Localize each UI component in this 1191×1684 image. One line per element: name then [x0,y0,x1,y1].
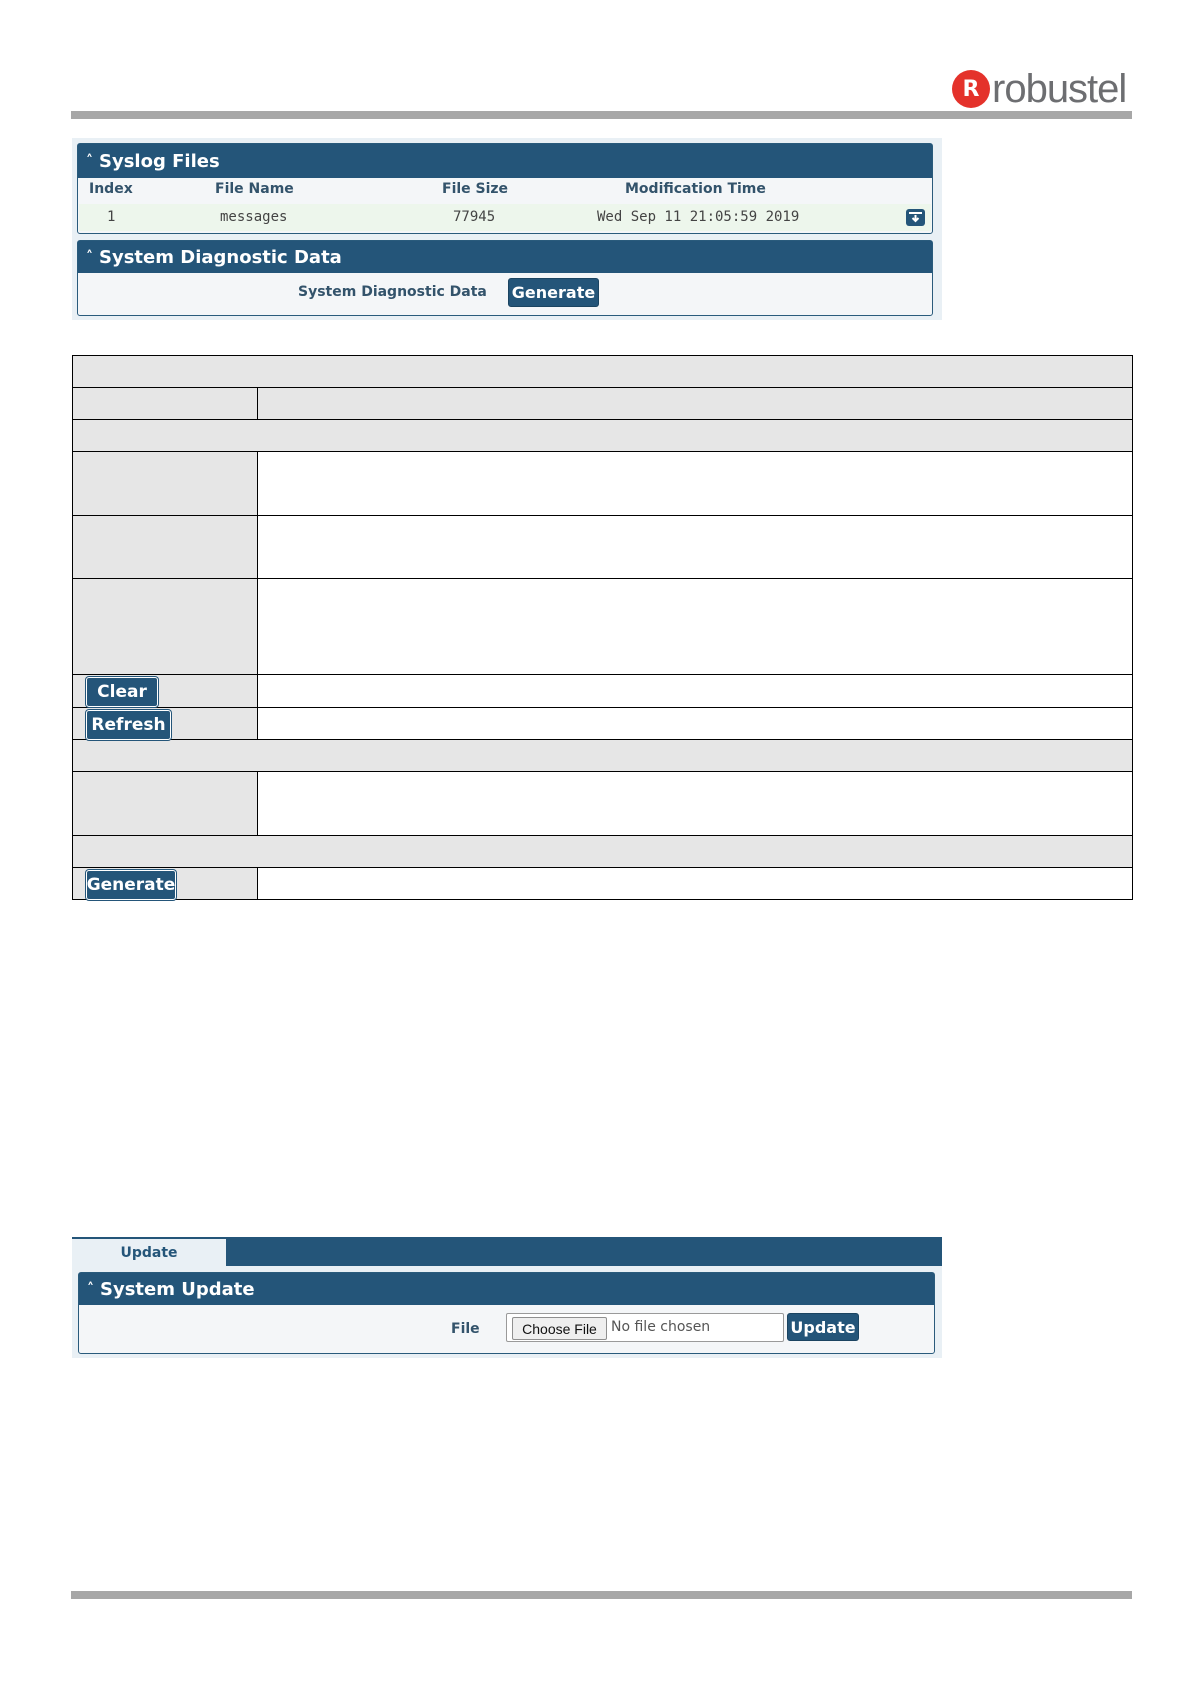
table-border [72,419,1133,420]
brand-logo [952,66,1126,112]
chevron-up-icon: ˄ [86,153,93,169]
column-header-index: Index [89,181,133,197]
table-border [257,451,258,740]
table-border [72,674,1133,675]
file-input[interactable] [506,1313,784,1342]
table-section-row [72,420,1132,451]
table-border [72,451,1133,452]
table-label-cell [72,452,257,515]
footer-rule [71,1591,1132,1599]
table-border [257,387,258,420]
choose-file-button[interactable]: Choose File [512,1317,607,1340]
column-header-file-name: File Name [215,181,294,197]
table-border [72,515,1133,516]
table-section-row [72,356,1132,387]
diagnostic-data-header[interactable] [78,241,932,273]
panel-title: Syslog Files [99,150,220,172]
system-update-header[interactable] [79,1273,934,1305]
syslog-files-header[interactable] [78,144,932,178]
diagnostic-data-panel [77,240,933,316]
table-border [72,771,1133,772]
syslog-files-panel [77,143,933,234]
cell-file-name: messages [220,209,288,225]
diagnostic-data-label: System Diagnostic Data [298,284,487,300]
logo-text: robustel [992,66,1127,111]
panel-title: System Diagnostic Data [99,246,342,268]
download-icon[interactable] [906,209,925,226]
clear-button[interactable]: Clear [86,677,158,707]
table-border [72,355,1133,356]
table-label-cell [72,579,257,674]
panel-title: System Update [100,1278,255,1300]
column-header-file-size: File Size [442,181,509,197]
table-border [72,867,1133,868]
table-border [72,835,1133,836]
table-border [72,707,1133,708]
chevron-up-icon: ˄ [87,1281,94,1297]
cell-index: 1 [107,209,116,225]
table-section-row [72,740,1132,771]
table-label-cell [72,516,257,578]
chevron-up-icon: ˄ [86,249,93,265]
cell-file-size: 77945 [453,209,496,225]
system-update-panel [78,1272,935,1354]
table-label-cell [72,772,257,835]
cell-modification-time: Wed Sep 11 21:05:59 2019 [597,209,800,225]
file-status: No file chosen [611,1319,711,1335]
table-border [1132,355,1133,900]
table-section-row [72,836,1132,867]
table-border [72,739,1133,740]
update-button[interactable]: Update [787,1313,859,1341]
generate-button[interactable]: Generate [508,278,599,307]
table-border [257,867,258,900]
column-header-modification-time: Modification Time [625,181,766,197]
logo-icon: R [952,70,990,108]
table-border [72,899,1133,900]
generate-button[interactable]: Generate [86,870,176,900]
table-header-row [72,388,1132,419]
table-border [72,387,1133,388]
tab-update[interactable]: Update [72,1239,226,1266]
table-border [72,355,73,900]
refresh-button[interactable]: Refresh [86,710,171,740]
header-rule [71,111,1132,119]
table-border [72,578,1133,579]
table-border [257,771,258,836]
table-row [79,204,931,231]
file-label: File [451,1321,480,1337]
